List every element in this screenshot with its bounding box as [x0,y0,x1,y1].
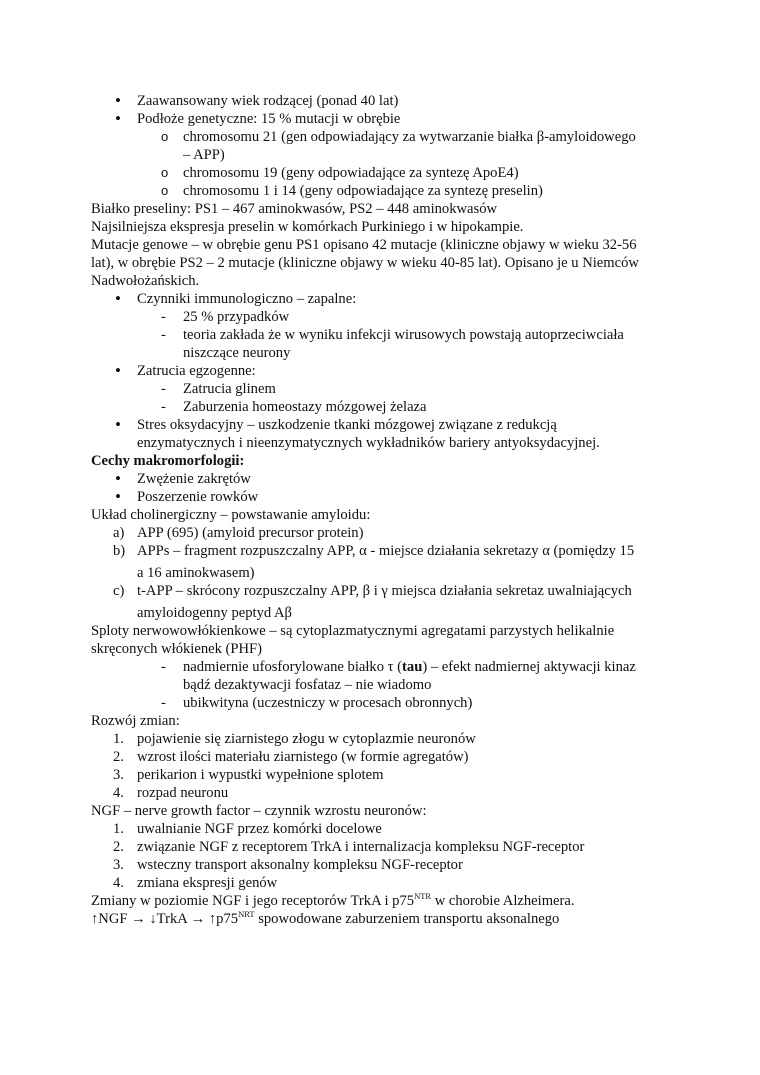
dash-item: - 25 % przypadków [161,309,290,325]
bullet-icon: • [115,289,121,308]
sub-bullet-item: o chromosomu 1 i 14 (geny odpowiadające za syntezę preselin) [161,183,543,199]
list-number: 2. [113,749,124,765]
bullet-icon: • [115,361,121,380]
paragraph-line: Najsilniejsza ekspresja preselin w komórkach Purkiniego i w hipokampie. [91,219,524,235]
numbered-item: 3. wsteczny transport aksonalny kompleksu NGF-receptor [113,857,463,873]
lettered-item: b) APPs – fragment rozpuszczalny APP, α - miejsce działania sekretazy α (pomiędzy 15 [113,543,635,559]
bullet-item: • Stres oksydacyjny – uszkodzenie tkanki mózgowej związane z redukcją [115,415,557,434]
list-marker: a) [113,525,125,541]
list-number: 3. [113,857,124,873]
bullet-item: • Podłoże genetyczne: 15 % mutacji w obrębie [115,109,401,128]
list-marker: c) [113,583,125,599]
dash-item: - Zaburzenia homeostazy mózgowej żelaza [161,399,427,415]
numbered-item: 1. uwalnianie NGF przez komórki docelowe [113,821,382,837]
dash-item: - Zatrucia glinem [161,381,276,397]
list-number: 2. [113,839,124,855]
numbered-item: 4. rozpad neuronu [113,785,229,801]
paragraph-line: Rozwój zmian: [91,713,180,729]
dash-item: - ubikwityna (uczestniczy w procesach obronnych) [161,695,473,711]
circle-bullet-icon: o [161,129,169,144]
bullet-icon: • [115,415,121,434]
bullet-item: • Czynniki immunologiczno – zapalne: [115,289,357,308]
list-marker: b) [113,543,126,559]
numbered-item: 4. zmiana ekspresji genów [113,875,278,891]
paragraph-line: Sploty nerwowowłókienkowe – są cytoplazmatycznymi agregatami parzystych helikalnie [91,623,615,639]
sub-bullet-item: o chromosomu 21 (gen odpowiadający za wytwarzanie białka β-amyloidowego [161,129,636,145]
dash-icon: - [161,695,166,711]
paragraph-line: Nadwołożańskich. [91,273,200,289]
dash-icon: - [161,327,166,343]
section-heading: Cechy makromorfologii: [91,453,245,469]
dash-icon: - [161,659,166,675]
bullet-icon: • [115,91,121,110]
list-number: 1. [113,821,124,837]
list-number: 3. [113,767,124,783]
circle-bullet-icon: o [161,183,169,198]
paragraph-line: Białko preseliny: PS1 – 467 aminokwasów, PS2 – 448 aminokwasów [91,201,498,217]
paragraph-line: NGF – nerve growth factor – czynnik wzrostu neuronów: [91,803,427,819]
dash-icon: - [161,309,166,325]
bullet-icon: • [115,487,121,506]
numbered-item: 2. związanie NGF z receptorem TrkA i internalizacja kompleksu NGF-receptor [113,839,585,855]
circle-bullet-icon: o [161,165,169,180]
numbered-item: 3. perikarion i wypustki wypełnione splotem [113,767,384,783]
bullet-item: • Zwężenie zakrętów [115,469,251,488]
dash-icon: - [161,381,166,397]
bullet-icon: • [115,109,121,128]
document-content [91,92,671,928]
dash-item: - nadmiernie ufosforylowane białko τ (tau) – efekt nadmiernej aktywacji kinaz [161,659,636,675]
list-number: 4. [113,785,124,801]
sub-bullet-continuation: – APP) [183,147,225,163]
paragraph-line: Mutacje genowe – w obrębie genu PS1 opisano 42 mutacje (kliniczne objawy w wieku 32-56 [91,237,637,253]
list-number: 1. [113,731,124,747]
bullet-icon: • [115,469,121,488]
dash-item: - teoria zakłada że w wyniku infekcji wirusowych powstają autoprzeciwciała [161,327,624,343]
lettered-item-continuation: a 16 aminokwasem) [137,565,255,581]
lettered-item: a) APP (695) (amyloid precursor protein) [113,525,364,541]
paragraph-line: ↑NGF → ↓TrkA → $↑p75^{NRT}$ spowodowane zaburzeniem transportu aksonalnego [91,909,560,927]
dash-item-continuation: niszczące neurony [183,345,291,361]
dash-icon: - [161,399,166,415]
sub-bullet-item: o chromosomu 19 (geny odpowiadające za syntezę ApoE4) [161,165,519,181]
bullet-item: • Zatrucia egzogenne: [115,361,256,380]
lettered-item: c) t-APP – skrócony rozpuszczalny APP, β i γ miejsca działania sekretaz uwalniających [113,583,632,599]
bullet-item: • Poszerzenie rowków [115,487,259,506]
paragraph-line: Układ cholinergiczny – powstawanie amyloidu: [91,507,371,523]
bullet-item: • Zaawansowany wiek rodzącej (ponad 40 lat) [115,91,399,110]
paragraph-line: skręconych włókienek (PHF) [91,641,263,657]
paragraph-line: lat), w obrębie PS2 – 2 mutacje (kliniczne objawy w wieku 40-85 lat). Opisano je u Niemców [91,255,639,271]
numbered-item: 2. wzrost ilości materiału ziarnistego (w formie agregatów) [113,749,469,765]
dash-item-continuation: bądź dezaktywacji fosfataz – nie wiadomo [183,677,432,693]
paragraph-line: Zmiany w poziomie NGF i jego receptorów TrkA i $p75^{NTR}$ w chorobie Alzheimera. [91,891,575,909]
bullet-continuation: enzymatycznych i nieenzymatycznych wykładników bariery antyoksydacyjnej. [137,435,600,451]
lettered-item-continuation: amyloidogenny peptyd Aβ [137,605,292,621]
numbered-item: 1. pojawienie się ziarnistego złogu w cytoplazmie neuronów [113,731,476,747]
list-number: 4. [113,875,124,891]
